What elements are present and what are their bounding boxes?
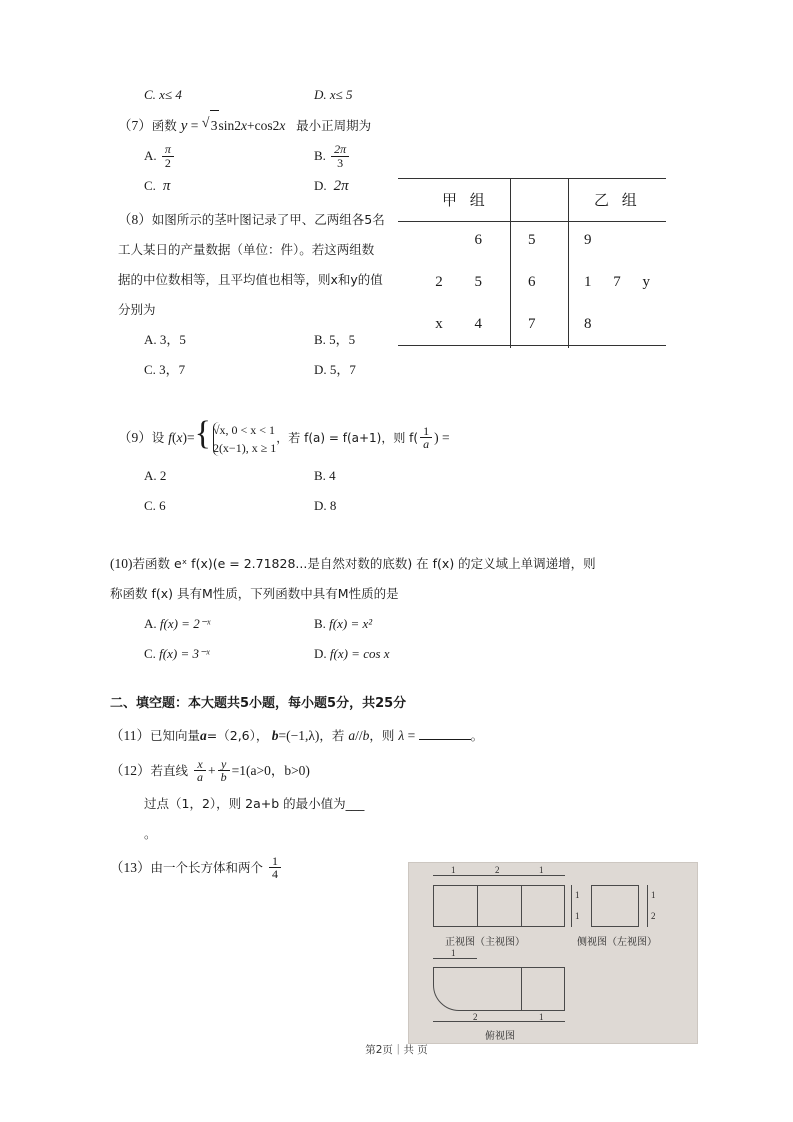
dim-label-9: 2 — [473, 1012, 478, 1022]
option-c-value: π — [159, 178, 171, 194]
option-d-value: 2π — [329, 178, 349, 194]
sqrt-3-symbol: √ 3 — [202, 110, 219, 141]
dim-line-top-1 — [433, 958, 477, 959]
question-12-number: （12） — [110, 763, 151, 778]
stem-leaf-header-left: 甲 组 — [442, 191, 489, 209]
question-12 — [110, 753, 678, 849]
question-8-number: （8） — [118, 212, 152, 227]
option-b-value: f(x) = x² — [329, 616, 373, 631]
stem-divider-right — [568, 222, 569, 264]
dim-line-v-1 — [571, 885, 572, 906]
stem-leaf-right-3: 8 — [584, 316, 601, 332]
dim-line-front-3 — [521, 875, 565, 876]
question-9 — [118, 415, 678, 521]
option-c-label: C. — [144, 498, 156, 513]
option-b-label: B. — [314, 468, 326, 483]
question-7-stem: （7）函数 y = √ 3sin2x+cos2x 最小正周期为 — [118, 110, 678, 141]
dim-line-front-1 — [433, 875, 477, 876]
question-10-line-2: 称函数 f(x) 具有M性质，下列函数中具有M性质的是 — [110, 586, 399, 601]
question-9-number: （9） — [118, 430, 152, 445]
option-a-label: A. — [144, 332, 157, 347]
stem-leaf-header-right: 乙 组 — [594, 191, 641, 209]
stem-divider-right — [568, 264, 569, 306]
question-12-line-3 — [110, 819, 678, 849]
option-c — [118, 171, 314, 201]
option-a — [118, 141, 314, 171]
option-d-value: f(x) = cos x — [329, 646, 390, 661]
stem-leaf-stem-1: 5 — [528, 232, 536, 248]
question-13-text: 由一个长方体和两个 — [150, 860, 267, 875]
dim-label-7: 2 — [651, 911, 656, 921]
option-a-label: A. — [144, 616, 157, 631]
stem-leaf-right-2: 1 7 y — [584, 274, 659, 290]
page-footer: 第2页｜共 页 — [365, 1044, 428, 1056]
option-b-value: 4 — [329, 468, 336, 483]
dim-line-v-3 — [647, 885, 648, 906]
question-12-prefix: 若直线 — [150, 763, 192, 778]
front-view-divider-1 — [477, 885, 478, 927]
stem-leaf-stem-3: 7 — [528, 316, 536, 332]
dim-label-2: 2 — [495, 865, 500, 875]
option-b — [314, 141, 514, 171]
option-a — [118, 609, 314, 639]
top-view-divider — [521, 967, 522, 1011]
figure-drawing — [409, 863, 697, 1043]
option-c-top: C. x≤ 4 — [144, 87, 182, 102]
option-a — [118, 461, 314, 491]
option-b-label: B. — [314, 616, 326, 631]
option-c — [118, 491, 314, 521]
option-d-label: D. — [314, 646, 327, 661]
side-view-caption: 侧视图（左视图） — [577, 937, 657, 948]
option-a-value: f(x) = 2⁻ˣ — [159, 616, 211, 631]
stem-leaf-header — [398, 179, 666, 222]
stem-divider-left — [510, 264, 511, 306]
option-d-value: 8 — [329, 498, 337, 513]
side-view-outline — [591, 885, 639, 927]
dim-label-1: 1 — [451, 865, 456, 875]
stem-leaf-left-3: x 4 — [435, 316, 496, 332]
question-9-stem: （9）设 f(x)={ √x, 0 < x < 1 2(x−1), x ≥ 1 ，若 f(a) = f(a+1)，则 f( $\frac{1}{a}$ ) = — [118, 415, 450, 455]
option-b-value: $\frac{2\pi}{3}$ — [331, 143, 349, 169]
section-2-title: 二、填空题：本大题共5小题，每小题5分，共25分 — [110, 696, 407, 711]
option-d-label: D. — [314, 178, 327, 193]
option-c-value: f(x) = 3⁻ˣ — [159, 646, 210, 661]
option-b-label: B. — [314, 148, 326, 163]
dim-label-6: 1 — [651, 890, 656, 900]
option-d-value: 5，7 — [329, 362, 356, 377]
question-13-number: （13） — [110, 860, 151, 875]
question-12-suffix: =1(a>0，b>0) — [231, 763, 310, 778]
stem-divider-right — [568, 306, 569, 348]
stem-leaf-row — [398, 264, 666, 306]
piecewise-case-1: √x, 0 < x < 1 — [212, 422, 276, 437]
top-view-outline — [433, 967, 565, 1011]
dim-line-v-4 — [647, 906, 648, 927]
question-9-piecewise — [211, 421, 276, 457]
stem-leaf-left-2: 2 5 — [435, 274, 496, 290]
piecewise-case-2: 2(x−1), x ≥ 1 — [212, 440, 277, 455]
question-8-line-4: 分别为 — [118, 302, 156, 317]
question-10-line-1 — [110, 549, 678, 579]
option-d-label: D. — [314, 498, 327, 513]
stem-leaf-right-1: 9 — [584, 232, 601, 248]
dim-label-4: 1 — [575, 890, 580, 900]
question-12-line-2 — [110, 789, 678, 819]
question-10 — [110, 549, 678, 669]
stem-divider-left — [510, 179, 511, 221]
question-9-options-2 — [118, 491, 678, 521]
question-12-text-3: 。 — [144, 826, 157, 841]
question-10-text-1: 若函数 eˣ f(x)(e = 2.71828...是自然对数的底数) 在 f(x) 的定义域上单调递增，则 — [132, 556, 596, 571]
dim-label-5: 1 — [575, 911, 580, 921]
front-view-divider-2 — [521, 885, 522, 927]
question-13-frac: $\frac{1}{4}$ — [269, 855, 281, 881]
question-11 — [110, 721, 678, 751]
option-b-value: 5，5 — [329, 332, 356, 347]
question-10-number: (10) — [110, 556, 133, 571]
option-b — [314, 461, 514, 491]
option-c-value: 6 — [159, 498, 166, 513]
option-c-value: 3，7 — [159, 362, 186, 377]
front-view-caption: 正视图（主视图） — [445, 937, 525, 948]
question-7-stem-suffix: 最小正周期为 — [292, 118, 372, 133]
option-d — [314, 355, 514, 385]
question-9-options — [118, 461, 678, 491]
stem-leaf-row — [398, 306, 666, 348]
answer-blank-11[interactable] — [419, 739, 471, 740]
question-9-stem-mid: ，若 f(a) = f(a+1)，则 f( — [276, 431, 419, 445]
dim-label-8: 1 — [451, 948, 456, 958]
question-8-line-3: 据的中位数相等，且平均值也相等，则x和y的值 — [118, 272, 383, 287]
question-11-number: （11） — [110, 728, 150, 743]
question-9-stem-suffix: ) = — [434, 430, 450, 445]
option-a-value: 3，5 — [159, 332, 186, 347]
question-9-frac: $\frac{1}{a}$ — [420, 425, 432, 451]
option-a-label: A. — [144, 468, 157, 483]
question-11-line: （11）已知向量a=（2,6）， b=(−1,λ)，若 a//b，则 λ = 。 — [110, 728, 484, 743]
question-10-options-2 — [118, 639, 678, 669]
front-view-outline — [433, 885, 565, 927]
option-d — [314, 639, 514, 669]
question-12-frac-2: $\frac{y}{b}$ — [218, 758, 230, 784]
dim-line-front-2 — [477, 875, 521, 876]
question-9-stem-prefix: 设 — [151, 430, 169, 445]
question-7-stem-prefix: 函数 — [151, 118, 181, 133]
question-7-number: （7） — [118, 118, 152, 133]
stem-leaf-left-1: 6 — [474, 232, 496, 248]
dim-label-10: 1 — [539, 1012, 544, 1022]
option-a — [118, 325, 314, 355]
question-8-options-2 — [118, 355, 678, 385]
option-c-label: C. — [144, 646, 156, 661]
stem-leaf-stem-2: 6 — [528, 274, 536, 290]
option-d-top: D. x≤ 5 — [314, 87, 353, 102]
option-b — [314, 609, 514, 639]
question-10-options — [118, 609, 678, 639]
stem-divider-left — [510, 306, 511, 348]
option-a-label: A. — [144, 148, 157, 163]
question-7-options — [118, 141, 678, 171]
question-12-line-1 — [110, 753, 678, 789]
dim-label-3: 1 — [539, 865, 544, 875]
question-8-text-1: 如图所示的茎叶图记录了甲、乙两组各5名 — [151, 212, 385, 227]
stem-divider-right — [568, 179, 569, 221]
question-12-frac-1: $\frac{x}{a}$ — [194, 758, 206, 784]
option-a-value: $\frac{\pi}{2}$ — [162, 143, 174, 169]
stem-divider-left — [510, 222, 511, 264]
question-12-text-2: 过点（1，2），则 2a+b 的最小值为___ — [144, 796, 365, 811]
option-d — [314, 491, 514, 521]
stem-leaf-table — [398, 178, 666, 346]
option-c-label: C. — [144, 362, 156, 377]
option-c-label: C. — [144, 178, 156, 193]
option-c — [118, 355, 314, 385]
top-view-caption: 俯视图 — [485, 1031, 515, 1042]
top-options-row — [118, 80, 678, 110]
option-c — [118, 639, 314, 669]
three-view-figure — [408, 862, 698, 1044]
option-b-label: B. — [314, 332, 326, 347]
option-a-value: 2 — [159, 468, 167, 483]
stem-leaf-row — [398, 222, 666, 264]
question-8-line-2: 工人某日的产量数据（单位：件）。若这两组数 — [118, 242, 375, 257]
question-12-plus: + — [207, 763, 216, 778]
option-d-label: D. — [314, 362, 327, 377]
dim-line-v-2 — [571, 906, 572, 927]
